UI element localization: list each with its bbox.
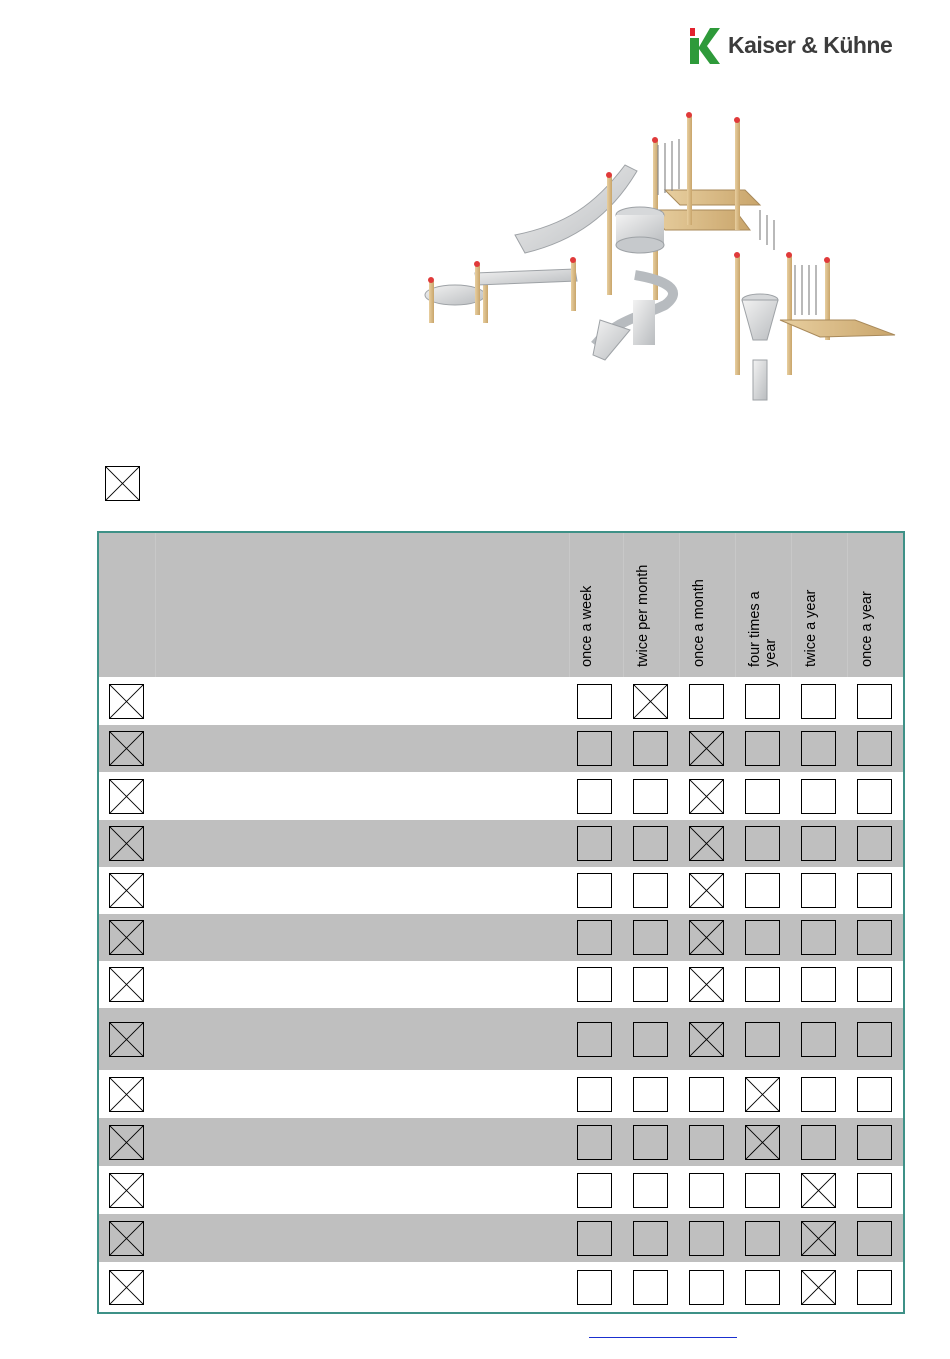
table-row: [99, 725, 903, 772]
playground-equipment-illustration: [415, 105, 900, 415]
row-checkbox[interactable]: [109, 920, 144, 955]
frequency-checkbox[interactable]: [577, 684, 612, 719]
frequency-checkbox[interactable]: [689, 1022, 724, 1057]
kaiser-kuehne-logo-icon: [690, 28, 720, 64]
table-row: [99, 1262, 903, 1312]
frequency-checkbox[interactable]: [633, 1125, 668, 1160]
frequency-checkbox[interactable]: [857, 1221, 892, 1256]
frequency-checkbox[interactable]: [745, 1221, 780, 1256]
frequency-checkbox[interactable]: [857, 920, 892, 955]
frequency-checkbox[interactable]: [745, 873, 780, 908]
column-header: [859, 533, 915, 677]
frequency-checkbox[interactable]: [745, 1077, 780, 1112]
frequency-checkbox[interactable]: [745, 1125, 780, 1160]
table-row: [99, 914, 903, 961]
brand-logo: [690, 28, 905, 66]
column-header-label: twice a year: [803, 589, 819, 667]
frequency-checkbox[interactable]: [745, 1173, 780, 1208]
column-header-label: once a week: [579, 585, 595, 667]
frequency-checkbox[interactable]: [801, 826, 836, 861]
frequency-checkbox[interactable]: [689, 1221, 724, 1256]
frequency-checkbox[interactable]: [577, 873, 612, 908]
frequency-checkbox[interactable]: [577, 1077, 612, 1112]
frequency-checkbox[interactable]: [857, 1125, 892, 1160]
table-row: [99, 1008, 903, 1070]
column-header: [803, 533, 859, 677]
frequency-checkbox[interactable]: [745, 1022, 780, 1057]
frequency-checkbox[interactable]: [801, 920, 836, 955]
table-row: [99, 820, 903, 867]
frequency-checkbox[interactable]: [745, 1270, 780, 1305]
table-row: [99, 772, 903, 820]
row-checkbox[interactable]: [109, 1221, 144, 1256]
row-checkbox[interactable]: [109, 1022, 144, 1057]
row-checkbox[interactable]: [109, 779, 144, 814]
frequency-checkbox[interactable]: [857, 1270, 892, 1305]
table-row: [99, 961, 903, 1008]
row-checkbox[interactable]: [109, 1270, 144, 1305]
frequency-checkbox[interactable]: [801, 731, 836, 766]
frequency-checkbox[interactable]: [801, 684, 836, 719]
table-row: [99, 1118, 903, 1166]
table-row: [99, 677, 903, 725]
frequency-checkbox[interactable]: [745, 684, 780, 719]
frequency-checkbox[interactable]: [689, 684, 724, 719]
column-header: [579, 533, 635, 677]
frequency-checkbox[interactable]: [577, 1221, 612, 1256]
frequency-checkbox[interactable]: [857, 873, 892, 908]
table-header-row: [99, 533, 903, 677]
frequency-checkbox[interactable]: [745, 731, 780, 766]
row-checkbox[interactable]: [109, 1125, 144, 1160]
frequency-checkbox[interactable]: [633, 684, 668, 719]
frequency-checkbox[interactable]: [801, 779, 836, 814]
frequency-checkbox[interactable]: [745, 779, 780, 814]
frequency-checkbox[interactable]: [577, 731, 612, 766]
column-header-label: once a year: [859, 591, 875, 667]
frequency-checkbox[interactable]: [633, 1022, 668, 1057]
frequency-checkbox[interactable]: [689, 779, 724, 814]
frequency-checkbox[interactable]: [801, 1077, 836, 1112]
column-header: [747, 533, 803, 677]
frequency-checkbox[interactable]: [633, 826, 668, 861]
frequency-checkbox[interactable]: [857, 779, 892, 814]
frequency-checkbox[interactable]: [857, 731, 892, 766]
column-header-label: four times a year: [747, 591, 779, 667]
frequency-checkbox[interactable]: [633, 731, 668, 766]
frequency-checkbox[interactable]: [801, 873, 836, 908]
row-checkbox[interactable]: [109, 1173, 144, 1208]
table-row: [99, 867, 903, 914]
frequency-checkbox[interactable]: [633, 1270, 668, 1305]
frequency-checkbox[interactable]: [801, 1173, 836, 1208]
frequency-checkbox[interactable]: [689, 826, 724, 861]
frequency-checkbox[interactable]: [857, 1022, 892, 1057]
frequency-checkbox[interactable]: [633, 1077, 668, 1112]
frequency-checkbox[interactable]: [801, 1125, 836, 1160]
frequency-checkbox[interactable]: [577, 1173, 612, 1208]
row-checkbox[interactable]: [109, 967, 144, 1002]
table-row: [99, 1070, 903, 1118]
frequency-checkbox[interactable]: [577, 1022, 612, 1057]
footer-link-underline[interactable]: [589, 1337, 737, 1338]
frequency-checkbox[interactable]: [633, 967, 668, 1002]
frequency-checkbox[interactable]: [577, 1125, 612, 1160]
frequency-checkbox[interactable]: [745, 967, 780, 1002]
frequency-checkbox[interactable]: [689, 967, 724, 1002]
column-header: [635, 533, 691, 677]
frequency-checkbox[interactable]: [633, 920, 668, 955]
frequency-checkbox[interactable]: [745, 826, 780, 861]
frequency-checkbox[interactable]: [577, 779, 612, 814]
row-checkbox[interactable]: [109, 731, 144, 766]
frequency-checkbox[interactable]: [633, 1221, 668, 1256]
frequency-checkbox[interactable]: [689, 1270, 724, 1305]
section-checkbox[interactable]: [105, 466, 140, 501]
column-header: [691, 533, 747, 677]
table-row: [99, 1214, 903, 1262]
frequency-checkbox[interactable]: [633, 779, 668, 814]
frequency-checkbox[interactable]: [689, 1125, 724, 1160]
frequency-checkbox[interactable]: [577, 967, 612, 1002]
frequency-checkbox[interactable]: [633, 873, 668, 908]
frequency-checkbox[interactable]: [689, 731, 724, 766]
column-header-label: twice per month: [635, 564, 651, 667]
frequency-checkbox[interactable]: [745, 920, 780, 955]
row-checkbox[interactable]: [109, 826, 144, 861]
row-checkbox[interactable]: [109, 684, 144, 719]
frequency-checkbox[interactable]: [689, 1077, 724, 1112]
brand-name: Kaiser & Kühne: [728, 32, 893, 58]
column-header-label: once a month: [691, 579, 707, 667]
table-row: [99, 1166, 903, 1214]
row-checkbox[interactable]: [109, 1077, 144, 1112]
frequency-checkbox[interactable]: [577, 826, 612, 861]
frequency-checkbox[interactable]: [801, 1270, 836, 1305]
frequency-checkbox[interactable]: [633, 1173, 668, 1208]
frequency-checkbox[interactable]: [577, 1270, 612, 1305]
frequency-checkbox[interactable]: [689, 1173, 724, 1208]
frequency-checkbox[interactable]: [577, 920, 612, 955]
frequency-checkbox[interactable]: [801, 967, 836, 1002]
header-column-separator: [155, 533, 156, 677]
frequency-checkbox[interactable]: [801, 1221, 836, 1256]
frequency-checkbox[interactable]: [689, 873, 724, 908]
frequency-checkbox[interactable]: [857, 1173, 892, 1208]
frequency-checkbox[interactable]: [857, 967, 892, 1002]
frequency-checkbox[interactable]: [857, 684, 892, 719]
maintenance-schedule-table: [97, 531, 905, 1314]
frequency-checkbox[interactable]: [857, 826, 892, 861]
frequency-checkbox[interactable]: [801, 1022, 836, 1057]
row-checkbox[interactable]: [109, 873, 144, 908]
frequency-checkbox[interactable]: [689, 920, 724, 955]
header-column-separator: [569, 533, 570, 677]
frequency-checkbox[interactable]: [857, 1077, 892, 1112]
